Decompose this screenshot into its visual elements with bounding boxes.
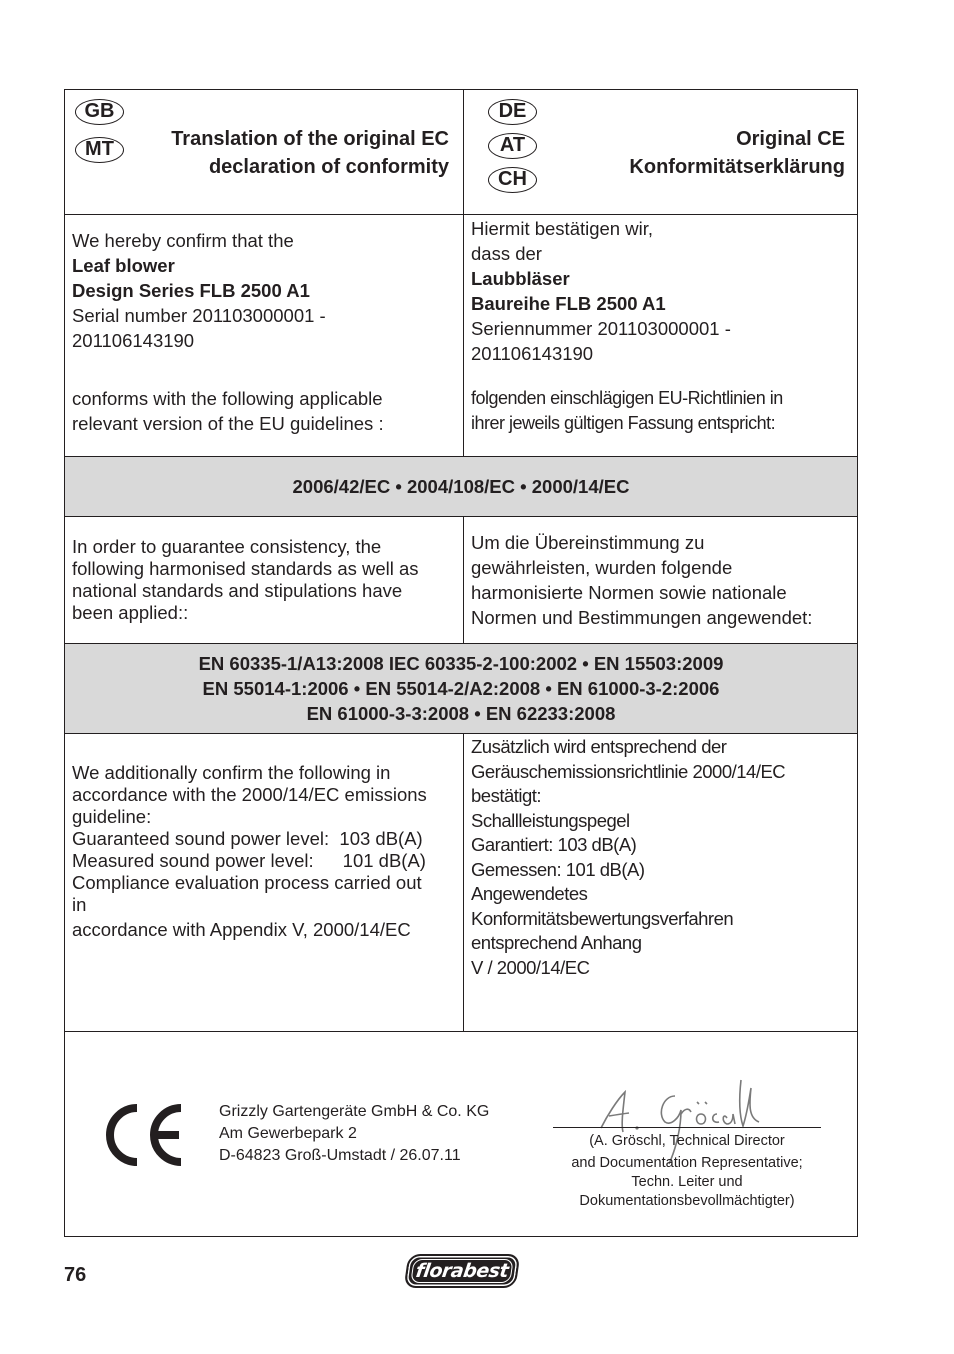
noise-statement-en: We additionally confirm the following in accordance with the 2000/14/EC emissions guideline: Guaranteed sound power level: 103 dB(A) Measured sound power level: 101 dB(A) Compliance evaluation process carried out in accordance with Appendix V, 2000/14/EC [72,762,427,940]
country-badge: CH [488,167,537,193]
divider [65,733,857,734]
company-address: Grizzly Gartengeräte GmbH & Co. KG Am Gewerbepark 2 D-64823 Groß-Umstadt / 26.07.11 [219,1103,490,1164]
page-number: 76 [64,1264,87,1286]
measured-level-row: Measured sound power level: 101 dB(A) [72,850,426,871]
column-divider [463,516,464,643]
divider [65,516,857,517]
conformity-statement-de: folgenden einschlägigen EU-Richtlinien in ihrer jeweils gültigen Fassung entspricht: [471,388,783,433]
standards-intro-en: In order to guarantee consistency, the following harmonised standards as well as national standards and stipulations have been applied:: [72,536,419,623]
product-block-en: We hereby confirm that the Leaf blower Design Series FLB 2500 A1 Serial number 201103000001 - 201106143190 [72,230,326,351]
florabest-logo: florabest [404,1254,521,1288]
product-block-de: Hiermit bestätigen wir, dass der Laubbläser Baureihe FLB 2500 A1 Seriennummer 201103000001 - 201106143190 [471,218,731,364]
right-header-title: Original CE Konformitätserklärung [629,128,845,178]
declaration-frame [64,89,858,1237]
divider [65,456,857,457]
directives-list: 2006/42/EC • 2004/108/EC • 2000/14/EC [292,476,630,497]
guaranteed-level-row: Guaranteed sound power level: 103 dB(A) [72,828,423,849]
column-divider [463,90,464,456]
divider [65,214,857,215]
standards-intro-de: Um die Übereinstimmung zu gewährleisten, wurden folgende harmonisierte Normen sowie nationale Normen und Bestimmungen angewendet: [471,532,813,628]
conformity-statement-en: conforms with the following applicable relevant version of the EU guidelines : [72,388,384,434]
country-badge: DE [488,99,537,125]
noise-statement-de: Zusätzlich wird entsprechend der Geräuschemissionsrichtlinie 2000/14/EC bestätigt: Schallleistungspegel Garantiert: 103 dB(A) Gemessen: 101 dB(A) Angewendetes Konformitätsbewertungsverfahren entsprechend Anhang V / 2000/14/EC [471,736,786,978]
standards-list: EN 60335-1/A13:2008 IEC 60335-2-100:2002 • EN 15503:2009 EN 55014-1:2006 • EN 55014-2/A2:2008 • EN 61000-3-2:2006 EN 61000-3-3:2008 • EN 62233:2008 [198,653,724,724]
left-header-title: Translation of the original EC declaration of conformity [171,128,449,178]
signature-line [553,1127,821,1128]
country-badge: AT [488,133,537,159]
divider [65,1031,857,1032]
country-badge: GB [75,99,124,125]
country-badge: MT [75,137,124,163]
column-divider [463,733,464,1031]
signatory-name: (A. Gröschl, Technical Director and Documentation Representative; Techn. Leiter und Dokumentationsbevollmächtigter) [571,1133,803,1209]
divider [65,643,857,644]
ce-mark-icon [99,1100,185,1170]
